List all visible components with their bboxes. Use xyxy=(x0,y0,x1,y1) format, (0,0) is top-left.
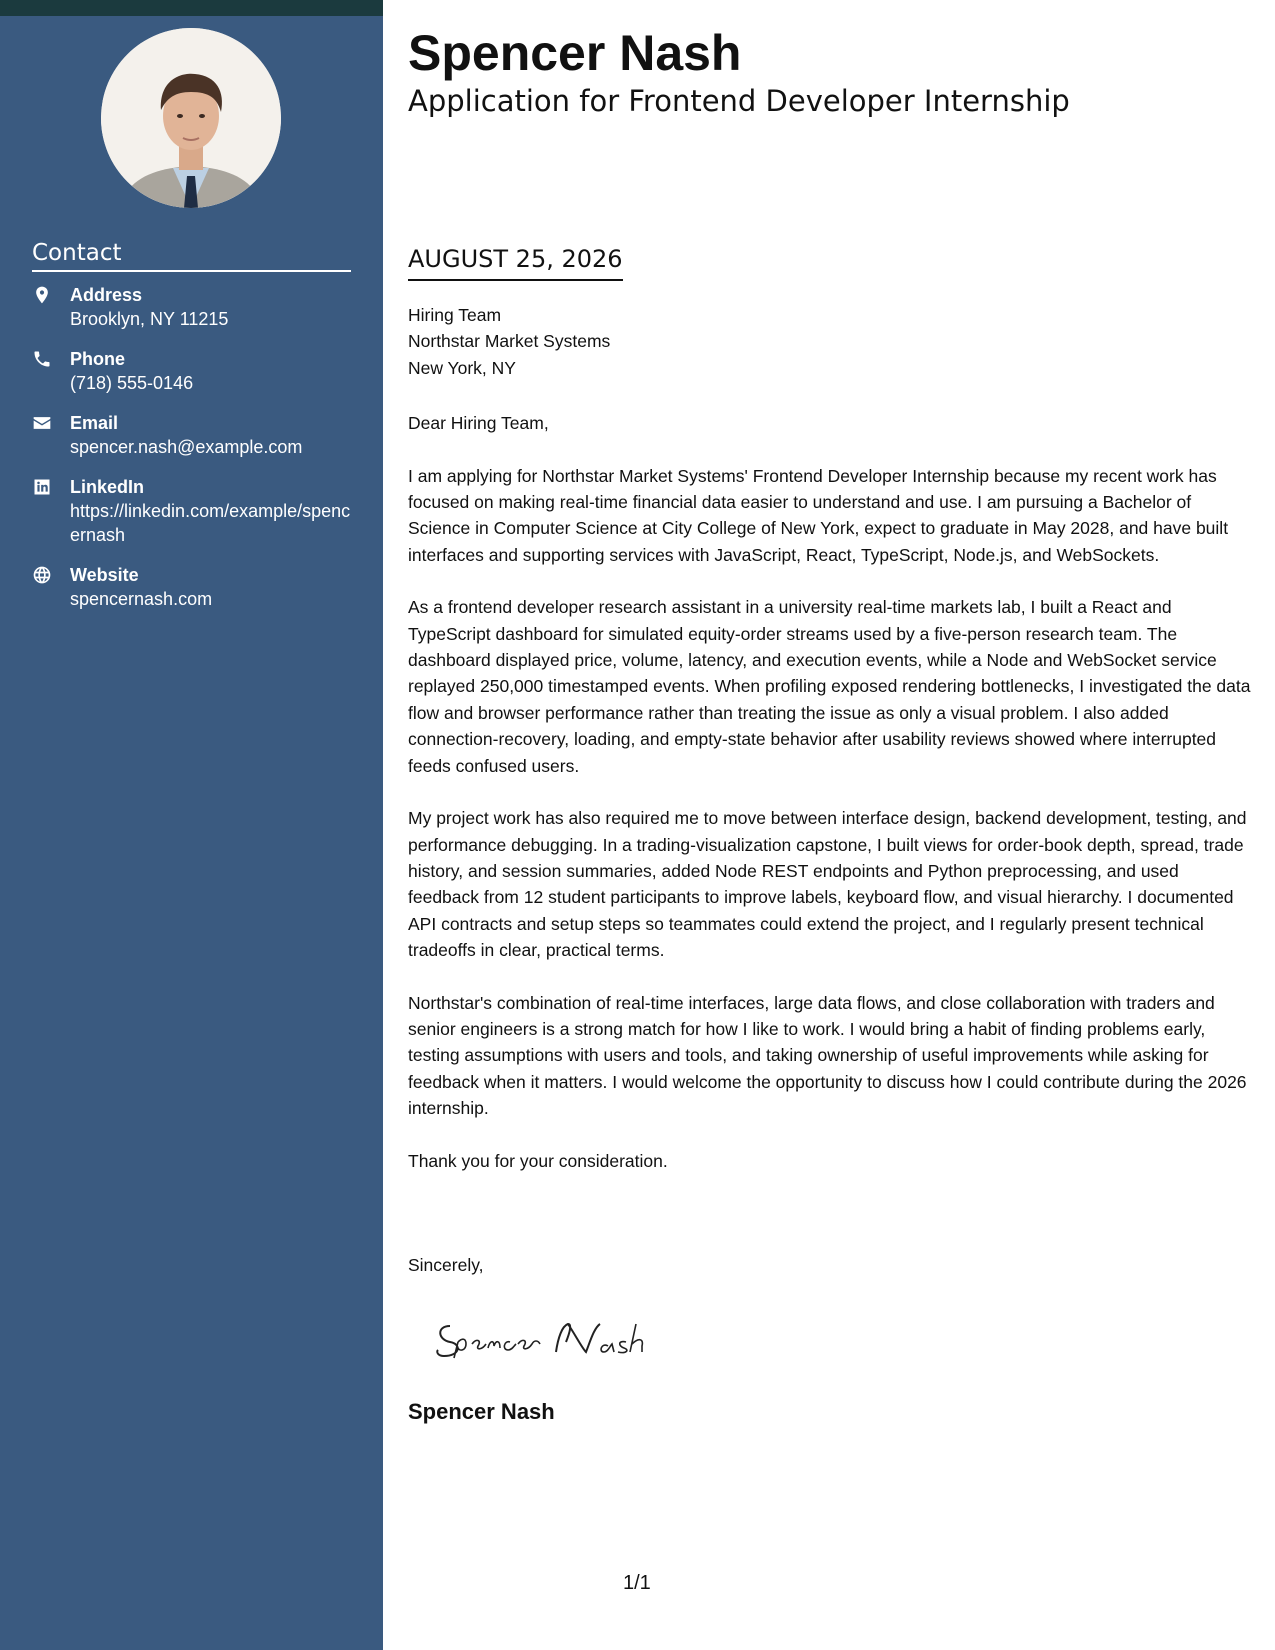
sidebar xyxy=(0,0,383,1650)
contact-label: Phone xyxy=(70,349,126,369)
body-paragraph: My project work has also required me to move between interface design, backend development, testing, and performance debugging. In a trading-visualization capstone, I built views for order-book depth, spread, trade history, and session summaries, added Node REST endpoints and Python preprocessing, and used feedback from 12 student participants to improve labels, keyboard flow, and visual hierarchy. I documented API contracts and setup steps so teammates could extend the project, and I regularly present technical tradeoffs in clear, practical terms. xyxy=(408,808,1247,961)
contact-label: Address xyxy=(70,285,143,305)
contact-phone xyxy=(32,347,352,395)
recipient-line: New York, NY xyxy=(408,357,516,378)
phone-value: (718) 555-0146 xyxy=(70,373,194,393)
closing: Sincerely, xyxy=(408,1255,484,1275)
linkedin-link[interactable]: https://linkedin.com/example/spencernash xyxy=(70,501,351,545)
recipient-block xyxy=(408,302,1253,381)
handwritten-signature xyxy=(432,1312,672,1362)
contact-list xyxy=(32,283,352,627)
phone-icon xyxy=(32,349,54,371)
avatar xyxy=(101,28,281,208)
contact-email xyxy=(32,411,352,459)
contact-label: Website xyxy=(70,565,139,585)
profile-photo xyxy=(101,28,281,208)
body-paragraph: Northstar's combination of real-time interfaces, large data flows, and close collaboration with traders and senior engineers is a strong match for how I like to work. I would bring a habit of finding problems early, testing assumptions with users and tools, and taking ownership of useful improvements while asking for feedback when it matters. I would welcome the opportunity to discuss how I could contribute during the 2026 internship. xyxy=(408,992,1247,1119)
linkedin-icon xyxy=(32,477,54,499)
contact-address xyxy=(32,283,352,331)
salutation: Dear Hiring Team, xyxy=(408,413,549,434)
application-subtitle: Application for Frontend Developer Internship xyxy=(408,84,1070,118)
body-paragraph: I am applying for Northstar Market Systems' Frontend Developer Internship because my recent work has focused on making real-time financial data easier to understand and use. I am pursuing a Bachelor of Science in Computer Science at City College of New York, expect to graduate in May 2028, and have built interfaces and supporting services with JavaScript, React, TypeScript, Node.js, and WebSockets. xyxy=(408,465,1229,565)
body-paragraph: As a frontend developer research assistant in a university real-time markets lab, I built a React and TypeScript dashboard for simulated equity-order streams used by a five-person research team. The dashboard displayed price, volume, latency, and execution events, while a Node and WebSocket service replayed 250,000 timestamped events. When profiling exposed rendering bottlenecks, I investigated the data flow and browser performance rather than treating the issue as only a visual problem. I also added connection-recovery, loading, and empty-state behavior after usability reviews showed where interrupted feeds confused users. xyxy=(408,597,1251,776)
website-link[interactable]: spencernash.com xyxy=(70,589,213,609)
email-link[interactable]: spencer.nash@example.com xyxy=(70,437,303,457)
recipient-line: Hiring Team xyxy=(408,305,502,325)
letter-date: AUGUST 25, 2026 xyxy=(408,245,623,281)
map-pin-icon xyxy=(32,285,54,307)
contact-linkedin xyxy=(32,475,352,547)
contact-label: Email xyxy=(70,413,119,433)
contact-label: LinkedIn xyxy=(70,477,145,497)
recipient-line: Northstar Market Systems xyxy=(408,331,611,352)
contact-website xyxy=(32,563,352,611)
contact-heading: Contact xyxy=(32,240,351,272)
envelope-icon xyxy=(32,413,54,435)
thanks-line: Thank you for your consideration. xyxy=(408,1150,668,1171)
globe-icon xyxy=(32,565,54,587)
sidebar-top-bar xyxy=(0,0,383,16)
page-number: 1/1 xyxy=(623,1572,651,1594)
letter-body xyxy=(408,302,1253,1174)
address-value: Brooklyn, NY 11215 xyxy=(70,309,229,329)
applicant-name: Spencer Nash xyxy=(408,25,742,81)
signer-name: Spencer Nash xyxy=(408,1399,555,1424)
